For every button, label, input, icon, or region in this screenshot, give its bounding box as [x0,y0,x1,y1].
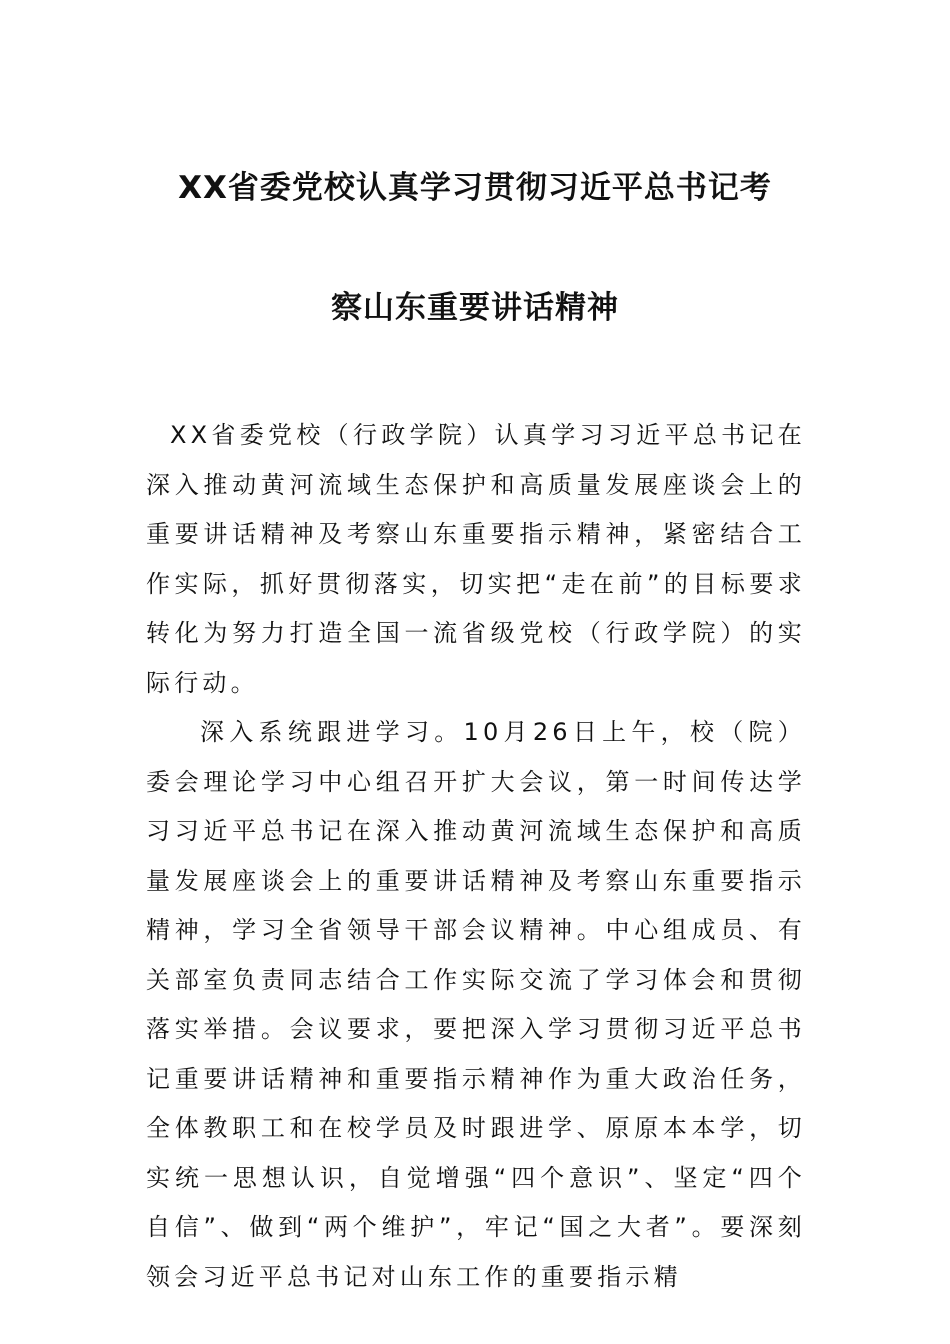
document-body [146,411,806,1302]
body-paragraph-2: 深入系统跟进学习。10月26日上午，校（院）委会理论学习中心组召开扩大会议，第一时间传达学习习近平总书记在深入推动黄河流域生态保护和高质量发展座谈会上的重要讲话精神及考察山东重要指示精神，学习全省领导干部会议精神。中心组成员、有关部室负责同志结合工作实际交流了学习体会和贯彻落实举措。会议要求，要把深入学习贯彻习近平总书记重要讲话精神和重要指示精神作为重大政治任务，全体教职工和在校学员及时跟进学、原原本本学，切实统一思想认识，自觉增强“四个意识”、坚定“四个自信”、做到“两个维护”，牢记“国之大者”。要深刻领会习近平总书记对山东工作的重要指示精 [146,718,806,1291]
body-paragraph-1: XX省委党校（行政学院）认真学习习近平总书记在深入推动黄河流域生态保护和高质量发展座谈会上的重要讲话精神及考察山东重要指示精神，紧密结合工作实际，抓好贯彻落实，切实把“走在前”的目标要求转化为努力打造全国一流省级党校（行政学院）的实际行动。 [146,421,806,697]
document-title-line-2: 察山东重要讲话精神 [331,290,619,326]
document-title-line-1: XX省委党校认真学习贯彻习近平总书记考 [178,170,772,206]
